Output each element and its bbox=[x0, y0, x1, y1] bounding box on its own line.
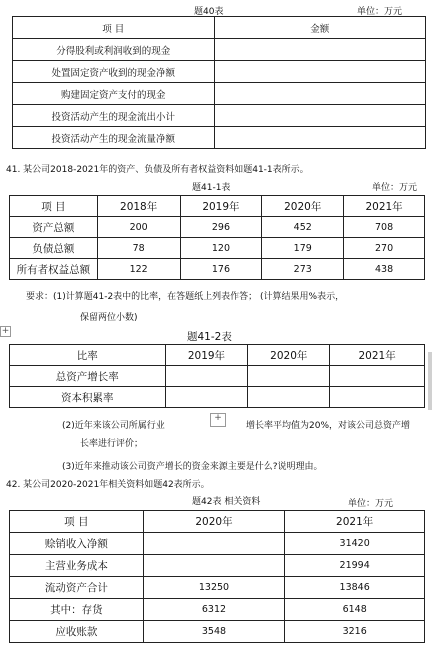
table-header-row bbox=[10, 196, 425, 217]
table-41-2 bbox=[9, 344, 425, 408]
value-cell: 122 bbox=[97, 259, 180, 280]
answer-cell[interactable] bbox=[165, 366, 248, 387]
right-margin-bar bbox=[428, 352, 432, 410]
q41-part2-line1b: 增长率平均值为20%，对该公司总资产增 bbox=[246, 421, 411, 431]
row-label: 分得股利或利润收到的现金 bbox=[13, 39, 215, 61]
t40-title: 题40表 bbox=[194, 7, 224, 17]
amount-cell[interactable] bbox=[214, 61, 426, 83]
value-cell: 3216 bbox=[285, 621, 425, 643]
header-year: 2020年 bbox=[248, 345, 330, 366]
value-cell: 31420 bbox=[285, 533, 425, 555]
table-row bbox=[13, 105, 426, 127]
q41-intro: 41. 某公司2018-2021年的资产、负债及所有者权益资料如题41-1表所示。 bbox=[6, 165, 309, 175]
amount-cell[interactable] bbox=[214, 127, 426, 149]
table-row bbox=[10, 238, 425, 259]
value-cell: 21994 bbox=[285, 555, 425, 577]
value-cell bbox=[143, 533, 285, 555]
q41-part2-line2: 长率进行评价； bbox=[80, 439, 144, 449]
header-item: 项 目 bbox=[10, 511, 144, 533]
row-label: 赊销收入净额 bbox=[10, 533, 144, 555]
value-cell: 270 bbox=[344, 238, 425, 259]
answer-cell[interactable] bbox=[330, 387, 425, 408]
table-row bbox=[10, 599, 425, 621]
table-40 bbox=[12, 16, 426, 149]
value-cell: 176 bbox=[180, 259, 262, 280]
table-row bbox=[10, 217, 425, 238]
header-year: 2020年 bbox=[262, 196, 344, 217]
answer-cell[interactable] bbox=[248, 366, 330, 387]
table-row bbox=[10, 555, 425, 577]
row-label: 总资产增长率 bbox=[10, 366, 166, 387]
header-year: 2020年 bbox=[143, 511, 285, 533]
row-label: 处置固定资产收到的现金净额 bbox=[13, 61, 215, 83]
row-label: 应收账款 bbox=[10, 621, 144, 643]
value-cell: 200 bbox=[97, 217, 180, 238]
table-row bbox=[13, 39, 426, 61]
amount-cell[interactable] bbox=[214, 39, 426, 61]
table-row bbox=[13, 127, 426, 149]
value-cell bbox=[143, 555, 285, 577]
header-year: 2019年 bbox=[165, 345, 248, 366]
value-cell: 273 bbox=[262, 259, 344, 280]
row-label: 投资活动产生的现金流量净额 bbox=[13, 127, 215, 149]
amount-cell[interactable] bbox=[214, 105, 426, 127]
header-year: 2021年 bbox=[344, 196, 425, 217]
table-header-row bbox=[10, 511, 425, 533]
table-41-1 bbox=[9, 195, 425, 280]
header-year: 2018年 bbox=[97, 196, 180, 217]
table-row bbox=[10, 259, 425, 280]
table-header-row bbox=[10, 345, 425, 366]
value-cell: 6148 bbox=[285, 599, 425, 621]
t42-title: 题42表 相关资料 bbox=[192, 497, 261, 507]
table-row bbox=[13, 83, 426, 105]
value-cell: 120 bbox=[180, 238, 262, 259]
header-ratio: 比率 bbox=[10, 345, 166, 366]
value-cell: 179 bbox=[262, 238, 344, 259]
amount-cell[interactable] bbox=[214, 83, 426, 105]
header-year: 2021年 bbox=[285, 511, 425, 533]
t41-1-title: 题41-1表 bbox=[192, 183, 231, 193]
table-move-handle[interactable]: + bbox=[210, 413, 226, 427]
q41-requirement-line1: 要求：(1)计算题41-2表中的比率，在答题纸上列表作答； (计算结果用%表示， bbox=[26, 292, 345, 302]
header-year: 2021年 bbox=[330, 345, 425, 366]
row-label: 主营业务成本 bbox=[10, 555, 144, 577]
value-cell: 452 bbox=[262, 217, 344, 238]
t40-unit: 单位：万元 bbox=[357, 7, 403, 17]
header-year: 2019年 bbox=[180, 196, 262, 217]
row-label: 资本积累率 bbox=[10, 387, 166, 408]
answer-cell[interactable] bbox=[165, 387, 248, 408]
answer-cell[interactable] bbox=[330, 366, 425, 387]
table-row bbox=[10, 533, 425, 555]
value-cell: 78 bbox=[97, 238, 180, 259]
table-row bbox=[13, 61, 426, 83]
value-cell: 708 bbox=[344, 217, 425, 238]
table-header-row bbox=[13, 17, 426, 39]
t41-1-unit: 单位：万元 bbox=[372, 183, 418, 193]
row-label: 流动资产合计 bbox=[10, 577, 144, 599]
row-label: 其中：存货 bbox=[10, 599, 144, 621]
table-row bbox=[10, 621, 425, 643]
value-cell: 6312 bbox=[143, 599, 285, 621]
q41-requirement-line2: 保留两位小数) bbox=[80, 313, 138, 323]
table-42 bbox=[9, 510, 425, 643]
value-cell: 13250 bbox=[143, 577, 285, 599]
value-cell: 13846 bbox=[285, 577, 425, 599]
table-row bbox=[10, 387, 425, 408]
q41-part3: (3)近年来推动该公司资产增长的资金来源主要是什么?说明理由。 bbox=[62, 462, 323, 472]
value-cell: 296 bbox=[180, 217, 262, 238]
value-cell: 438 bbox=[344, 259, 425, 280]
answer-cell[interactable] bbox=[248, 387, 330, 408]
left-margin-handle[interactable]: + bbox=[1, 326, 10, 336]
row-label: 资产总额 bbox=[10, 217, 98, 238]
t42-unit: 单位：万元 bbox=[348, 499, 394, 509]
q42-intro: 42. 某公司2020-2021年相关资料如题42表所示。 bbox=[6, 480, 210, 490]
header-item: 项 目 bbox=[13, 17, 215, 39]
table-row bbox=[10, 366, 425, 387]
row-label: 投资活动产生的现金流出小计 bbox=[13, 105, 215, 127]
row-label: 负债总额 bbox=[10, 238, 98, 259]
value-cell: 3548 bbox=[143, 621, 285, 643]
row-label: 所有者权益总额 bbox=[10, 259, 98, 280]
table-row bbox=[10, 577, 425, 599]
header-amount: 金额 bbox=[214, 17, 426, 39]
q41-part2-line1a: (2)近年来该公司所属行业 bbox=[62, 421, 165, 431]
t41-2-title: 题41-2表 bbox=[187, 331, 232, 343]
header-item: 项 目 bbox=[10, 196, 98, 217]
row-label: 购建固定资产支付的现金 bbox=[13, 83, 215, 105]
